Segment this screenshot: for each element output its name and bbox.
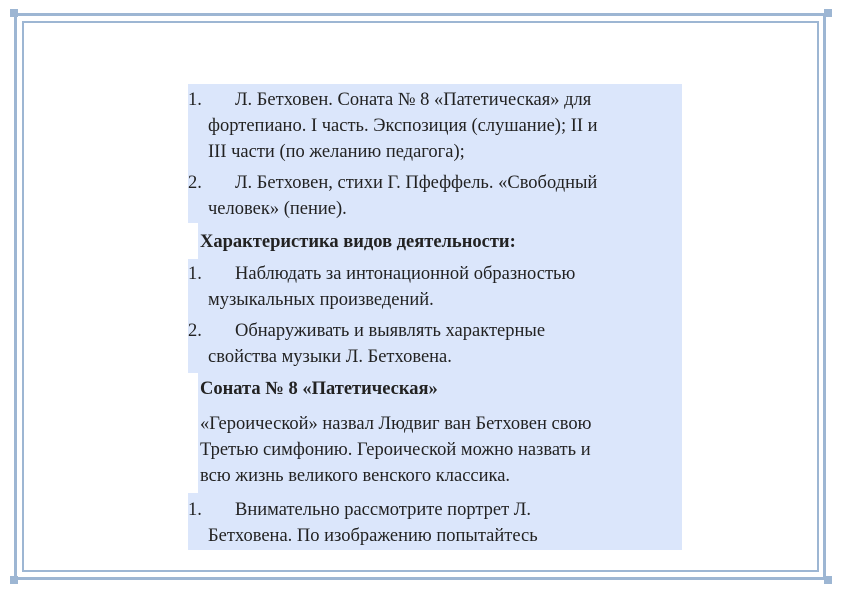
list-item-line: Л. Бетховен. Соната № 8 «Патетическая» для bbox=[235, 90, 592, 110]
sonata-heading: Соната № 8 «Патетическая» bbox=[200, 379, 438, 399]
list-item-line: человек» (пение). bbox=[208, 199, 347, 219]
paragraph-line: всю жизнь великого венского классика. bbox=[200, 466, 511, 486]
list-item-line: Наблюдать за интонационной образностью bbox=[235, 264, 576, 284]
document-content bbox=[188, 84, 682, 550]
list-item-number: 1. bbox=[188, 500, 202, 520]
frame-corner-top-left bbox=[10, 9, 18, 17]
paragraph-line: Третью симфонию. Героической можно назвать и bbox=[200, 440, 591, 460]
list-item-line: Л. Бетховен, стихи Г. Пфеффель. «Свободный bbox=[235, 173, 598, 193]
paragraph-line: «Героической» назвал Людвиг ван Бетховен свою bbox=[200, 414, 592, 434]
list-item-line: музыкальных произведений. bbox=[208, 290, 434, 310]
list-item-line: свойства музыки Л. Бетховена. bbox=[208, 347, 452, 367]
list-item-line: III части (по желанию педагога); bbox=[208, 142, 465, 162]
list-item-line: Внимательно рассмотрите портрет Л. bbox=[235, 500, 531, 520]
list-item-line: Обнаруживать и выявлять характерные bbox=[235, 321, 546, 341]
list-item-line: Бетховена. По изображению попытайтесь bbox=[208, 526, 538, 546]
list-item-number: 2. bbox=[188, 321, 202, 341]
list-item-number: 2. bbox=[188, 173, 202, 193]
list-item-number: 1. bbox=[188, 264, 202, 284]
frame-corner-bottom-left bbox=[10, 576, 18, 584]
list-item-line: фортепиано. I часть. Экспозиция (слушание); II и bbox=[208, 116, 598, 136]
frame-corner-bottom-right bbox=[824, 576, 832, 584]
frame-corner-top-right bbox=[824, 9, 832, 17]
activities-heading: Характеристика видов деятельности: bbox=[200, 232, 516, 252]
list-item-number: 1. bbox=[188, 90, 202, 110]
